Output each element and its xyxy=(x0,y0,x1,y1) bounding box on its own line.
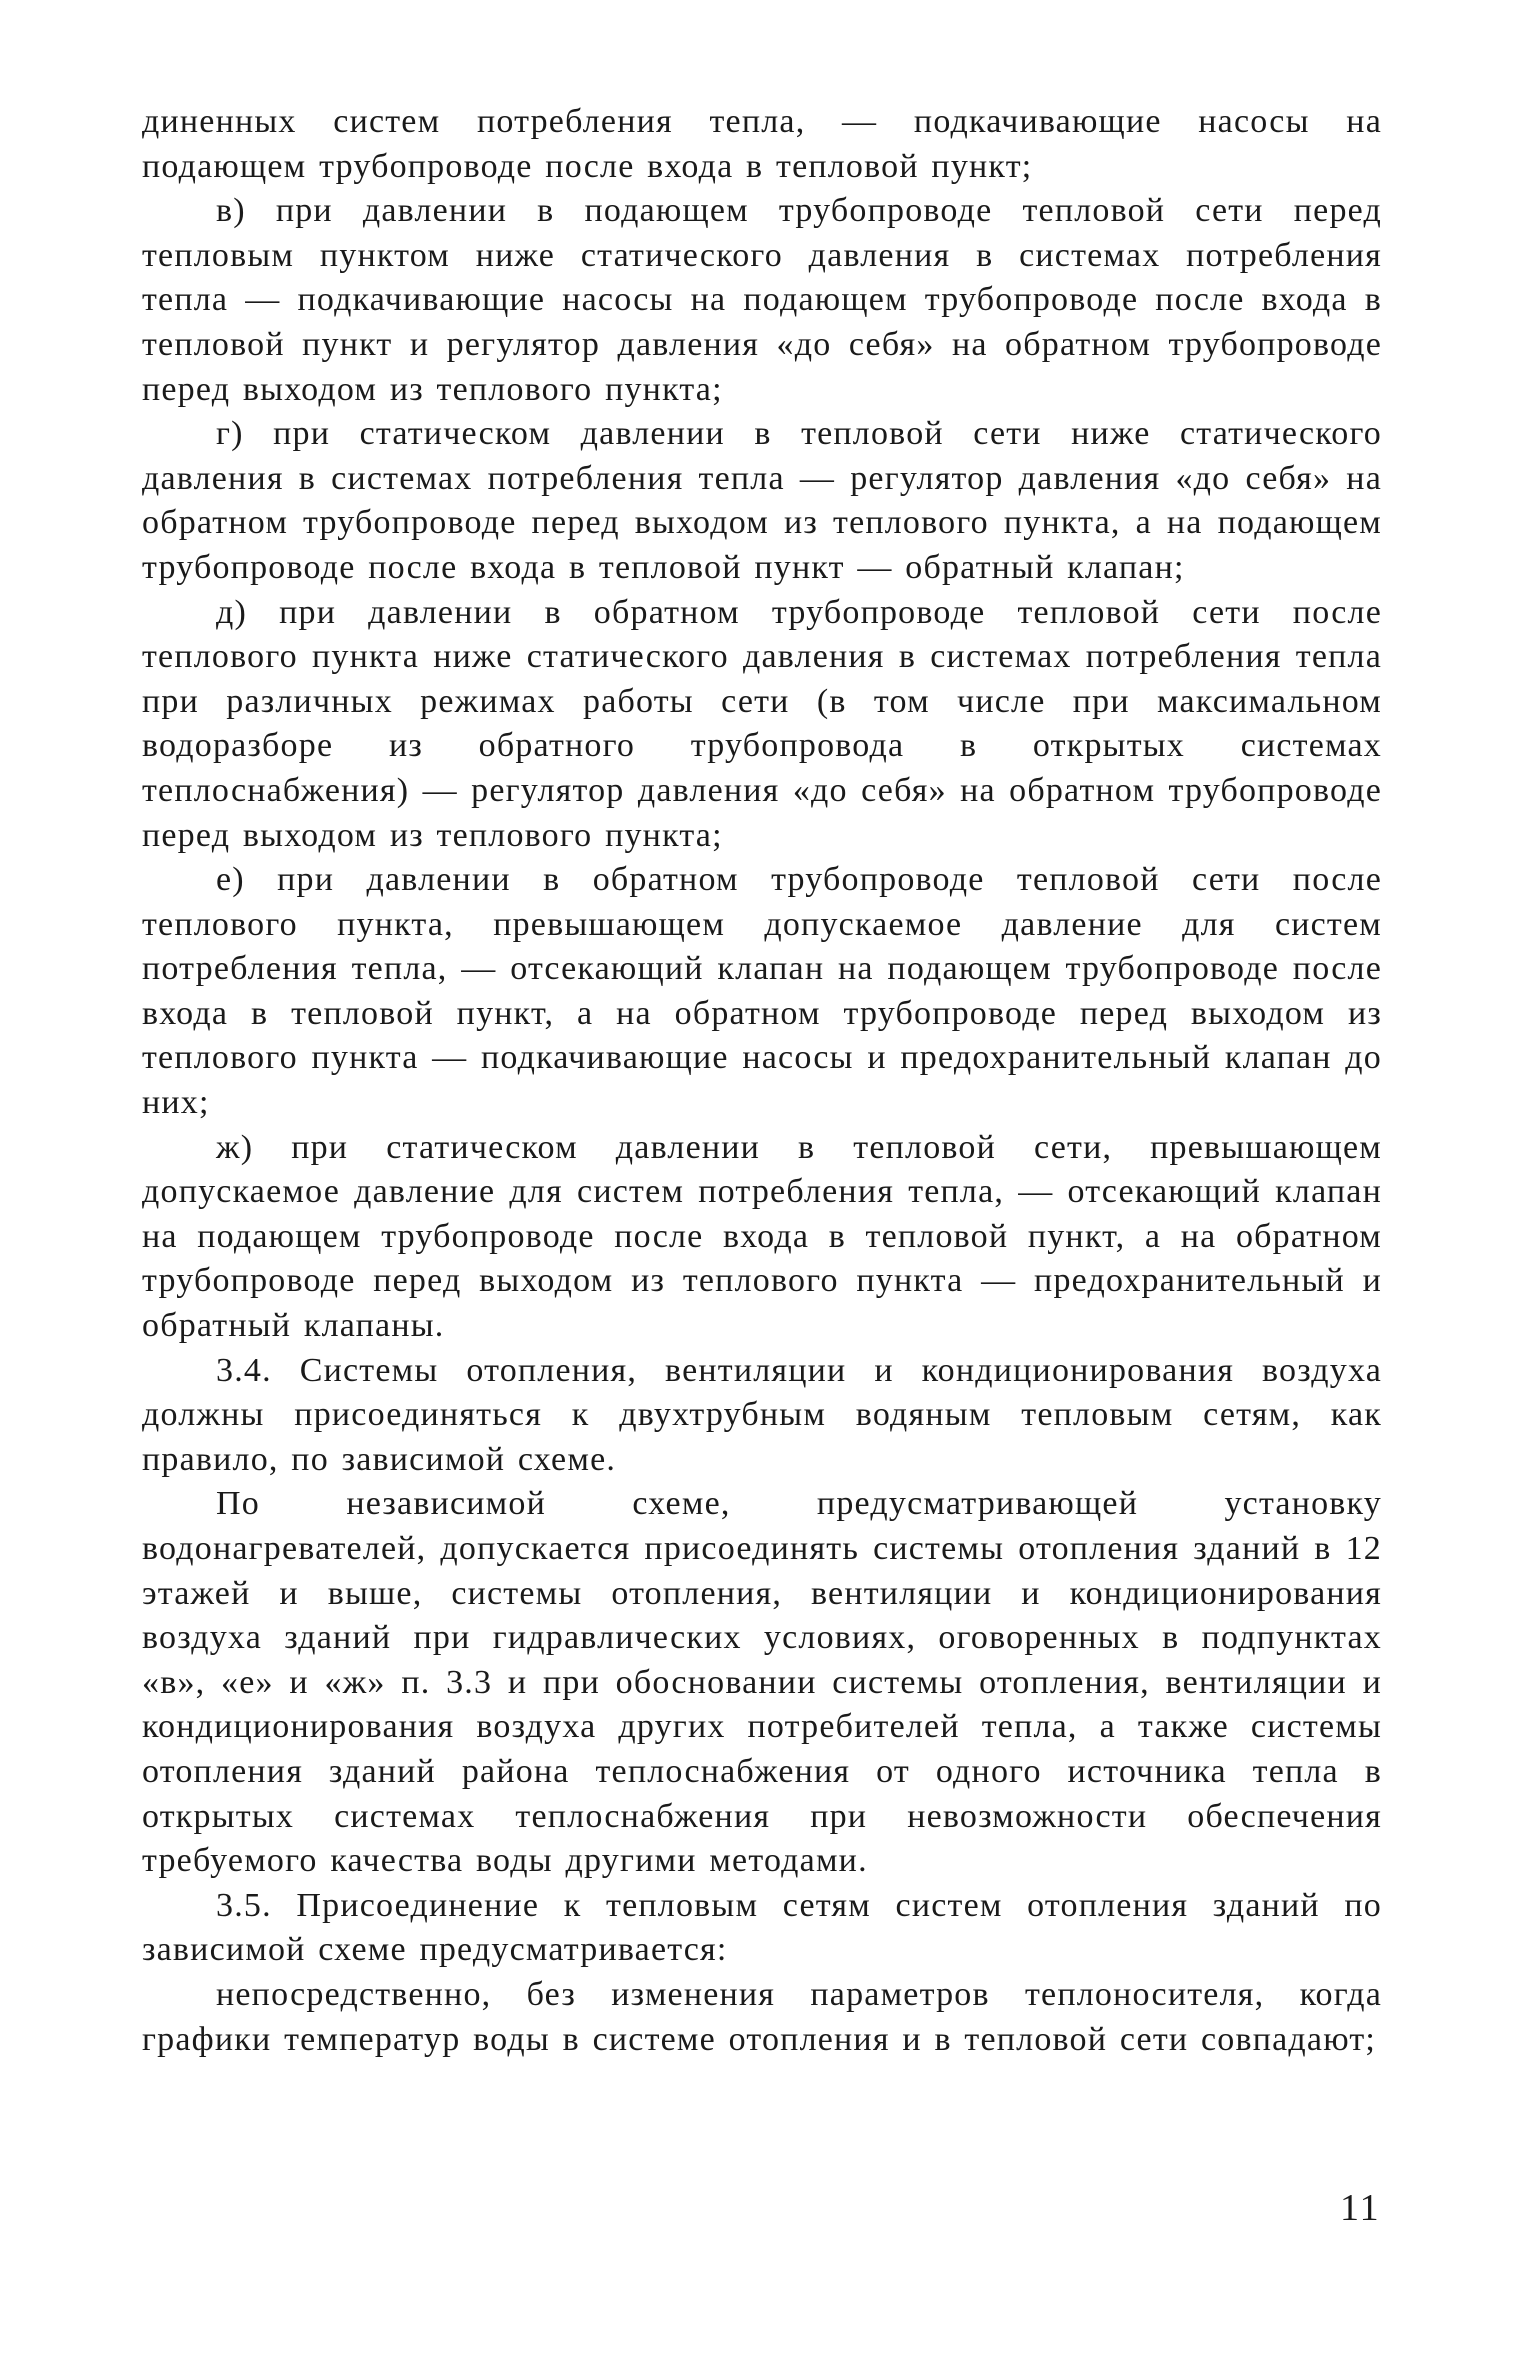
page-number: 11 xyxy=(1340,2187,1381,2229)
paragraph-section-3-5: 3.5. Присоединение к тепловым сетям систем отопления зданий по зависимой схеме предусматривается: xyxy=(142,1886,1382,1969)
paragraph-item-zh: ж) при статическом давлении в тепловой сети, превышающем допускаемое давление для систем потребления тепла, — отсекающий клапан на подающем трубопроводе после входа в тепловой пункт, а на обратном трубопроводе перед выходом из теплового пункта — предохранительный и обратный клапаны. xyxy=(142,1128,1382,1345)
page-body xyxy=(142,100,1382,2062)
paragraph-item-e: е) при давлении в обратном трубопроводе тепловой сети после теплового пункта, превышающем допускаемое давление для систем потребления тепла, — отсекающий клапан на подающем трубопроводе после входа в тепловой пункт, а на обратном трубопроводе перед выходом из теплового пункта — подкачивающие насосы и предохранительный клапан до них; xyxy=(142,861,1382,1122)
paragraph-direct-connection: непосредственно, без изменения параметров теплоносителя, когда графики температур воды в системе отопления и в тепловой сети совпадают; xyxy=(142,1975,1382,2058)
paragraph-independent-scheme: По независимой схеме, предусматривающей установку водонагревателей, допускается присоединять системы отопления зданий в 12 этажей и выше, системы отопления, вентиляции и кондиционирования воздуха зданий при гидравлических условиях, оговоренных в подпунктах «в», «е» и «ж» п. 3.3 и при обосновании системы отопления, вентиляции и кондиционирования воздуха других потребителей тепла, а также системы отопления зданий района теплоснабжения от одного источника тепла в открытых системах теплоснабжения при невозможности обеспечения требуемого качества воды другими методами. xyxy=(142,1485,1382,1880)
paragraph-item-d: д) при давлении в обратном трубопроводе тепловой сети после теплового пункта ниже статического давления в системах потребления тепла при различных режимах работы сети (в том числе при максимальном водоразборе из обратного трубопровода в открытых системах теплоснабжения) — регулятор давления «до себя» на обратном трубопроводе перед выходом из теплового пункта; xyxy=(142,593,1382,854)
paragraph-item-g: г) при статическом давлении в тепловой сети ниже статического давления в системах потребления тепла — регулятор давления «до себя» на обратном трубопроводе перед выходом из теплового пункта, а на подающем трубопроводе после входа в тепловой пункт — обратный клапан; xyxy=(142,415,1382,586)
paragraph-item-v: в) при давлении в подающем трубопроводе тепловой сети перед тепловым пунктом ниже статического давления в системах потребления тепла — подкачивающие насосы на подающем трубопроводе после входа в тепловой пункт и регулятор давления «до себя» на обратном трубопроводе перед выходом из теплового пункта; xyxy=(142,192,1382,408)
paragraph-section-3-4: 3.4. Системы отопления, вентиляции и кондиционирования воздуха должны присоединяться к двухтрубным водяным тепловым сетям, как правило, по зависимой схеме. xyxy=(142,1351,1382,1478)
paragraph-continuation: диненных систем потребления тепла, — подкачивающие насосы на подающем трубопроводе после входа в тепловой пункт; xyxy=(142,103,1382,185)
